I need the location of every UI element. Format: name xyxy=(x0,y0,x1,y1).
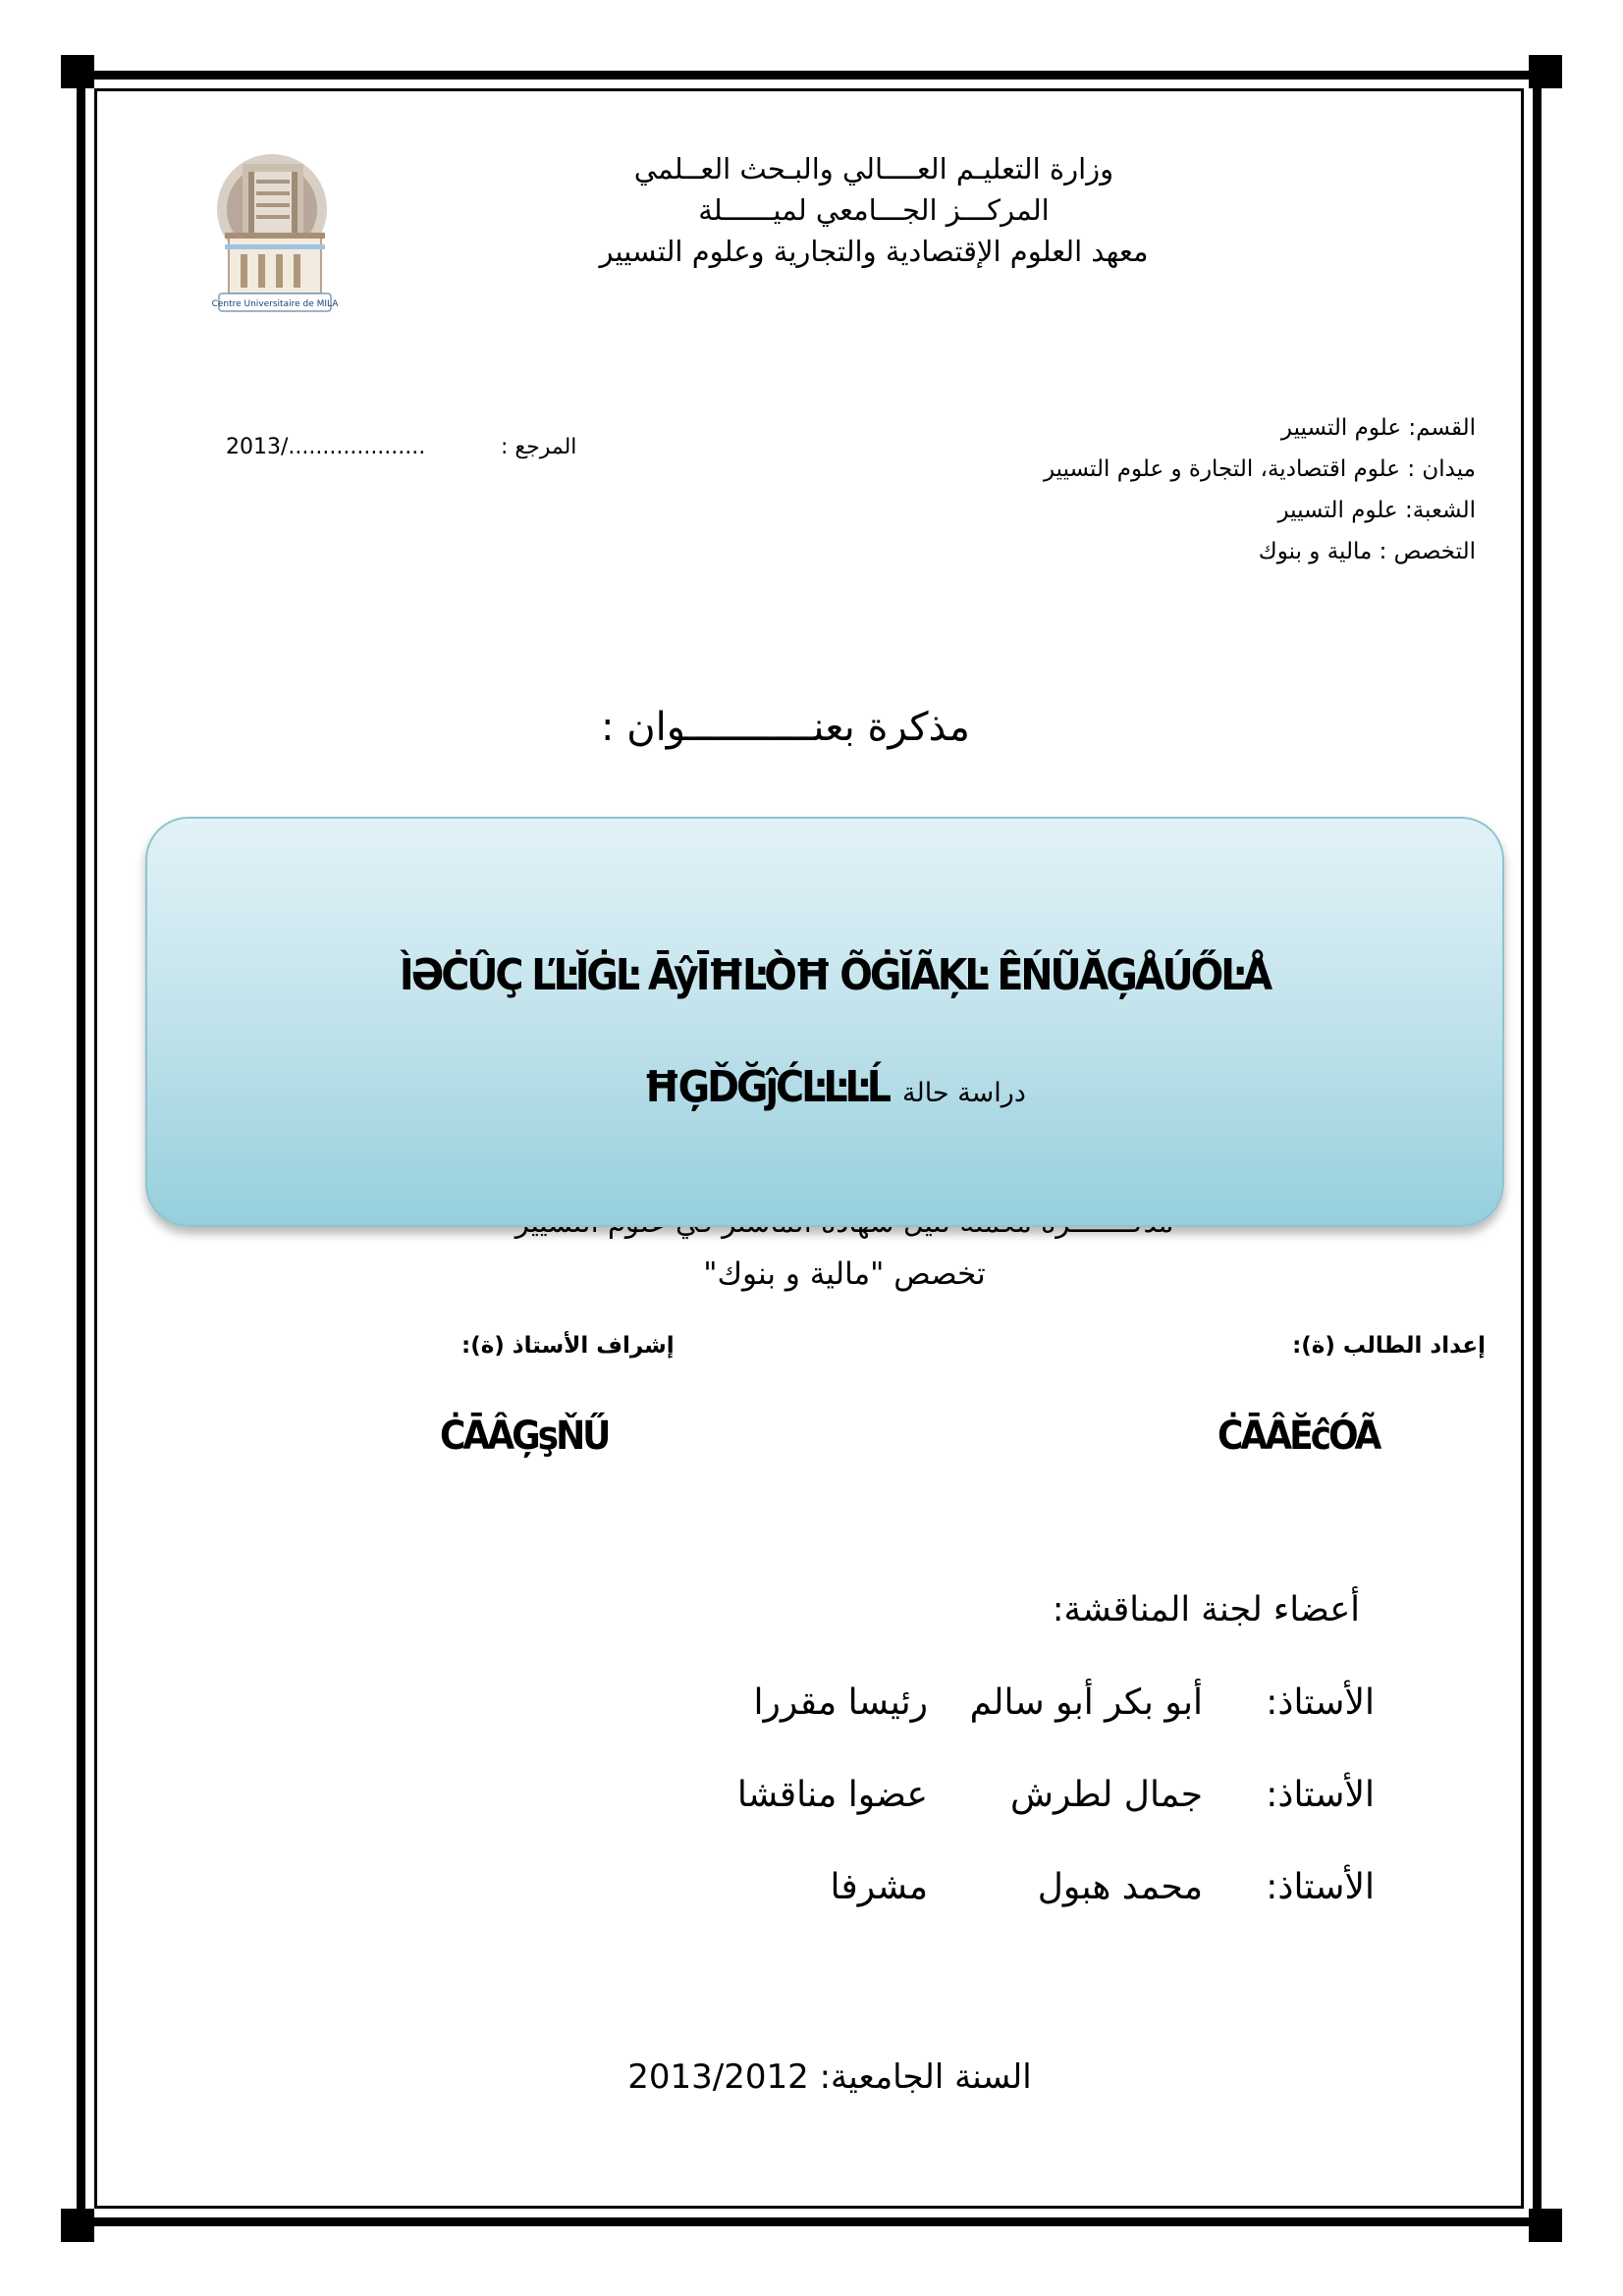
university-center-name: المركـــز الجـــامعي لميــــــلة xyxy=(698,193,1050,227)
academic-meta xyxy=(690,407,1476,572)
thesis-title: ÌƏĊÛÇ ĽĿĬĠĿ ĀŷĪĦĿÒĦ ÕĠĬÃĶĿ ÊŃŨĂĢÅÚŐĿÅ xyxy=(399,950,1271,1000)
ministry-name: وزارة التعليـم العــــالي والبـحث العــلمي xyxy=(633,152,1114,186)
member-role: مشرفا xyxy=(830,1867,928,1907)
border-corner-bottom-left xyxy=(61,2209,94,2242)
thesis-title-box xyxy=(145,817,1504,1227)
case-study-name: ĦĢĎĞĵĆĿĿĿĹ xyxy=(643,1062,889,1112)
prepared-by-label: إعداد الطالب (ة): xyxy=(1292,1333,1486,1359)
member-name: جمال لطرش xyxy=(1010,1775,1203,1815)
title-heading: مذكرة بعنـــــــــــوان : xyxy=(601,705,970,750)
case-study-label: دراسة حالة xyxy=(902,1078,1026,1108)
specialty-line: التخصص : مالية و بنوك xyxy=(1258,539,1476,564)
border-corner-top-right xyxy=(1529,55,1562,88)
member-label: الأستاذ: xyxy=(1266,1682,1375,1723)
member-name: محمد هبول xyxy=(1037,1867,1203,1907)
case-study-line xyxy=(491,1062,1178,1112)
field-line: ميدان : علوم اقتصادية، التجارة و علوم التسيير xyxy=(1043,456,1476,482)
committee-member xyxy=(609,1867,1375,1916)
border-corner-top-left xyxy=(61,55,94,88)
committee-title: أعضاء لجنة المناقشة: xyxy=(1052,1590,1360,1629)
academic-year: السنة الجامعية: 2013/2012 xyxy=(627,2057,1032,2097)
thesis-specialty: تخصص "مالية و بنوك" xyxy=(703,1256,986,1292)
reference-label: المرجع : xyxy=(501,435,577,459)
university-logo xyxy=(201,152,393,334)
committee-member xyxy=(609,1682,1375,1732)
committee-member xyxy=(609,1775,1375,1824)
reference-number: 2013/.................... xyxy=(226,435,426,459)
department-line: القسم: علوم التسيير xyxy=(1280,415,1476,441)
member-name: أبو بكر أبو سالم xyxy=(969,1682,1203,1723)
member-role: رئيسا مقررا xyxy=(753,1682,928,1723)
border-corner-bottom-right xyxy=(1529,2209,1562,2242)
branch-line: الشعبة: علوم التسيير xyxy=(1277,498,1476,523)
supervised-by-label: إشراف الأستاذ (ة): xyxy=(461,1333,675,1359)
student-name: ĊĀÂĔĉÓÃ xyxy=(1217,1414,1380,1459)
institute-name: معهد العلوم الإقتصادية والتجارية وعلوم التسيير xyxy=(599,235,1149,268)
supervisor-name: ĊĀÂĢşŇŰ xyxy=(440,1414,609,1459)
member-label: الأستاذ: xyxy=(1266,1775,1375,1815)
svg-text:Centre Universitaire de MILA: Centre Universitaire de MILA xyxy=(211,299,339,309)
member-role: عضوا مناقشا xyxy=(736,1775,928,1815)
member-label: الأستاذ: xyxy=(1266,1867,1375,1907)
